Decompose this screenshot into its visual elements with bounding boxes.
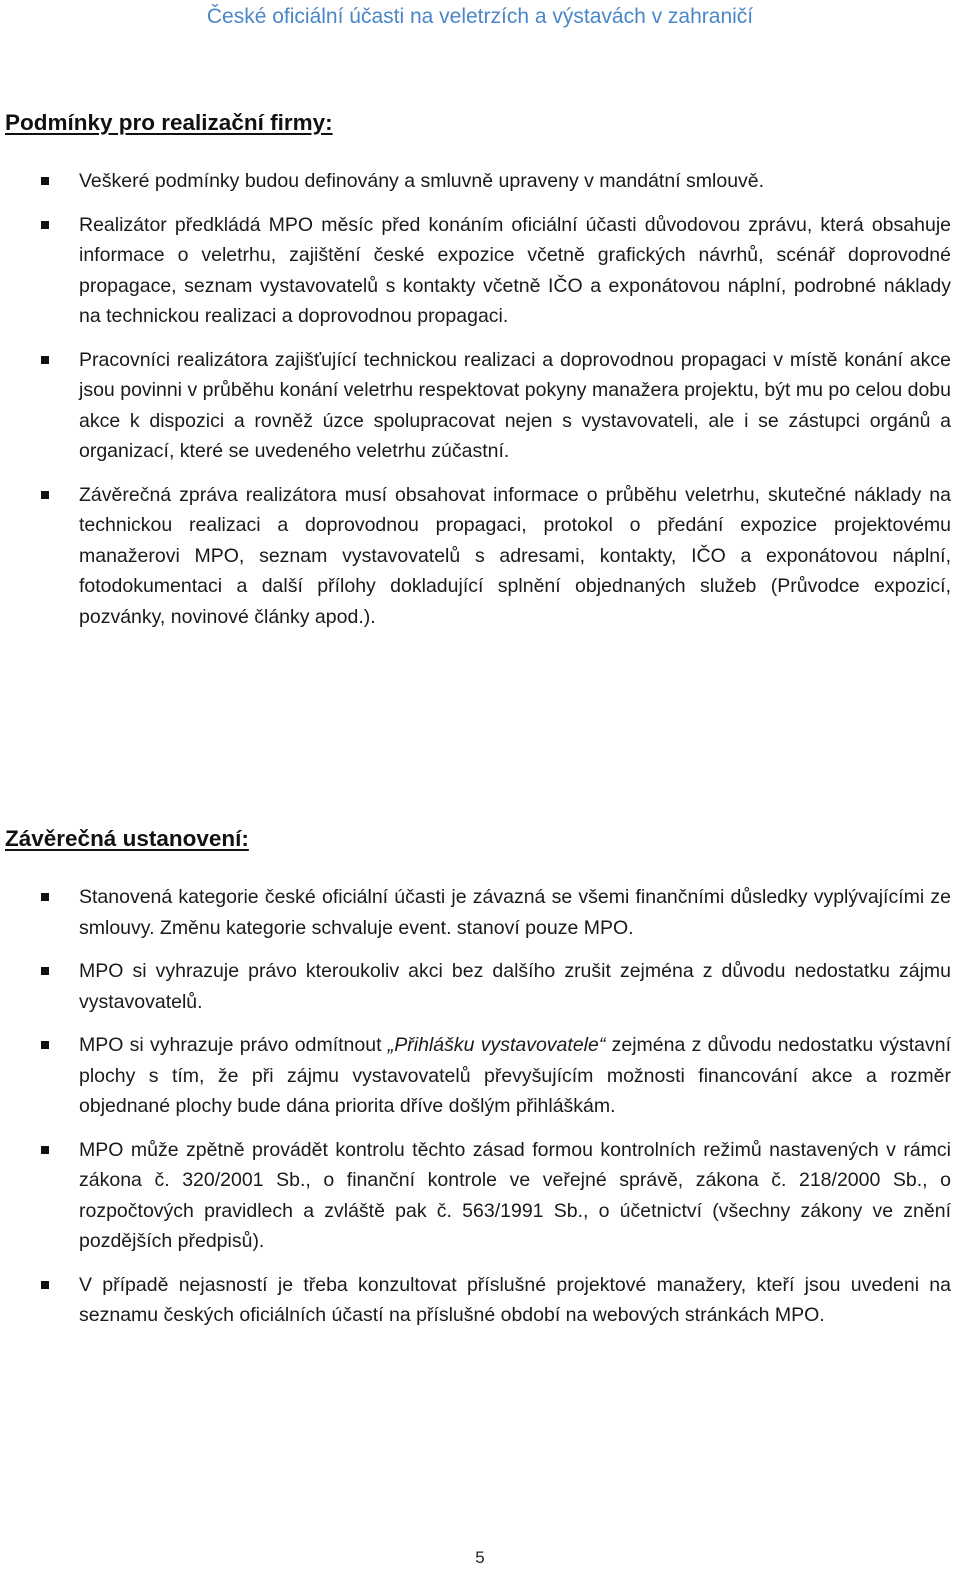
list-item-text-start: MPO si vyhrazuje právo odmítnout xyxy=(79,1034,388,1056)
square-bullet-icon xyxy=(41,1281,49,1289)
list-item xyxy=(0,166,960,197)
page-header: České oficiální účasti na veletrzích a výstavách v zahraničí xyxy=(206,5,754,28)
square-bullet-icon xyxy=(41,221,49,229)
square-bullet-icon xyxy=(41,967,49,975)
list-item-text: Veškeré podmínky budou definovány a smluvně upraveny v mandátní smlouvě. xyxy=(79,170,765,192)
square-bullet-icon xyxy=(41,177,49,185)
list-item xyxy=(0,345,960,467)
section-heading-realization-conditions: Podmínky pro realizační firmy: xyxy=(5,110,333,135)
application-form-name: „Přihlášku vystavovatele“ xyxy=(387,1034,606,1056)
square-bullet-icon xyxy=(41,491,49,499)
list-item-text: Pracovníci realizátora zajišťující technickou realizaci a doprovodnou propagaci v místě konání akce jsou povinni v průběhu konání veletrhu respektovat pokyny manažera projektu, být mu po celou dobu akce k dispozici a rovněž úzce spolupracovat nejen s vystavovateli, ale i se zástupci orgánů a organizací, které se uvedeného veletrhu zúčastní. xyxy=(79,348,951,462)
list-item-text: Stanovená kategorie české oficiální účasti je závazná se všemi finančními důsledky vyplývajícími ze smlouvy. Změnu kategorie schvaluje event. stanoví pouze MPO. xyxy=(79,886,951,939)
page-number: 5 xyxy=(475,1548,485,1567)
square-bullet-icon xyxy=(41,893,49,901)
square-bullet-icon xyxy=(41,356,49,364)
square-bullet-icon xyxy=(41,1146,49,1154)
list-item-text-end: zejména z důvodu nedostatku výstavní plochy s tím, že při zájmu vystavovatelů převyšujícím možnosti financování akce a rozměr objednané plochy bude dána priorita dříve došlým přihláškám. xyxy=(79,1034,951,1117)
section-heading-final-provisions: Závěrečná ustanovení: xyxy=(5,826,249,851)
list-item xyxy=(0,1030,960,1122)
square-bullet-icon xyxy=(41,1041,49,1049)
list-item-text: Závěrečná zpráva realizátora musí obsahovat informace o průběhu veletrhu, skutečné náklady na technickou realizaci a doprovodnou propagaci, protokol o předání expozice projektovému manažerovi MPO, seznam vystavovatelů s adresami, kontakty, IČO a exponátovou náplní, fotodokumentaci a další přílohy dokladující splnění objednaných služeb (Průvodce expozicí, pozvánky, novinové články apod.). xyxy=(79,483,951,628)
realization-conditions-list xyxy=(0,166,960,645)
list-item xyxy=(0,956,960,1017)
final-provisions-list xyxy=(0,882,960,1344)
list-item-text: Realizátor předkládá MPO měsíc před konáním oficiální účasti důvodovou zprávu, která obsahuje informace o veletrhu, zajištění české expozice včetně grafických návrhů, scénář doprovodné propagace, seznam vystavovatelů s kontakty včetně IČO a exponátovou náplní, podrobné náklady na technickou realizaci a doprovodnou propagaci. xyxy=(79,213,951,327)
list-item-text: MPO může zpětně provádět kontrolu těchto zásad formou kontrolních režimů nastavených v rámci zákona č. 320/2001 Sb., o finanční kontrole ve veřejné správě, zákona č. 218/2000 Sb., o rozpočtových pravidlech a zvláště pak č. 563/1991 Sb., o účetnictví (všechny zákony ve znění pozdějších předpisů). xyxy=(79,1138,951,1252)
list-item xyxy=(0,1135,960,1257)
list-item xyxy=(0,1270,960,1331)
list-item xyxy=(0,882,960,943)
list-item xyxy=(0,480,960,633)
list-item-text: V případě nejasností je třeba konzultovat příslušné projektové manažery, kteří jsou uvedeni na seznamu českých oficiálních účastí na příslušné období na webových stránkách MPO. xyxy=(79,1273,951,1326)
list-item-text: MPO si vyhrazuje právo kteroukoliv akci bez dalšího zrušit zejména z důvodu nedostatku zájmu vystavovatelů. xyxy=(79,960,951,1013)
list-item xyxy=(0,210,960,332)
